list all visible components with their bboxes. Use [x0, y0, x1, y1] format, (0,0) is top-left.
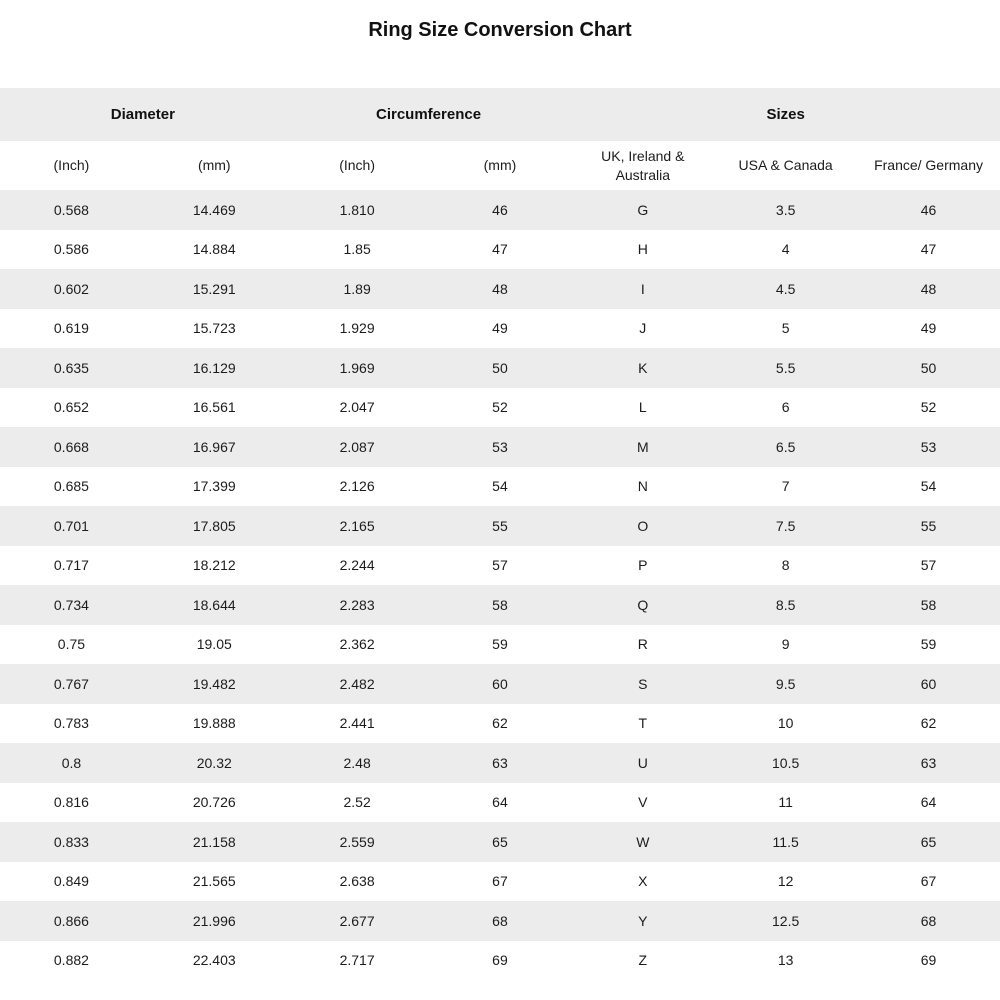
table-cell: 18.644 — [192, 596, 236, 613]
column-header-circumference-mm: (mm) — [483, 157, 517, 174]
table-cell: 15.291 — [192, 280, 236, 297]
table-cell: Z — [638, 952, 648, 969]
table-cell: 60 — [492, 675, 508, 692]
table-row — [0, 467, 1000, 507]
table-cell: H — [637, 241, 648, 258]
table-cell: 19.482 — [192, 675, 236, 692]
column-header-usa-canada: USA & Canada — [738, 157, 833, 174]
table-cell: 68 — [492, 912, 508, 929]
table-cell: 2.717 — [339, 952, 375, 969]
table-cell: 1.929 — [339, 320, 375, 337]
table-cell: 57 — [492, 557, 508, 574]
table-cell: 21.565 — [192, 873, 236, 890]
table-row — [0, 822, 1000, 862]
table-cell: 0.882 — [53, 952, 89, 969]
table-row — [0, 269, 1000, 309]
table-cell: 20.32 — [196, 754, 232, 771]
group-header-row — [0, 88, 1000, 141]
table-cell: W — [636, 833, 650, 850]
table-cell: G — [637, 201, 649, 218]
table-cell: 19.05 — [196, 636, 232, 653]
table-cell: 59 — [920, 636, 937, 653]
table-cell: 49 — [492, 320, 508, 337]
table-cell: L — [638, 399, 647, 416]
table-cell: 22.403 — [192, 952, 236, 969]
table-cell: 58 — [492, 596, 508, 613]
table-cell: 10 — [777, 715, 794, 732]
table-cell: 60 — [920, 675, 937, 692]
group-header-sizes: Sizes — [766, 106, 805, 123]
table-cell: 4 — [781, 241, 790, 258]
table-row — [0, 230, 1000, 270]
table-cell: O — [637, 517, 649, 534]
table-row — [0, 664, 1000, 704]
column-header-france-germany: France/ Germany — [874, 157, 983, 174]
table-row — [0, 309, 1000, 349]
ring-size-conversion-table — [0, 88, 1000, 980]
table-cell: T — [638, 715, 648, 732]
column-header-uk-ireland-australia: UK, Ireland & Australia — [601, 148, 685, 183]
table-cell: N — [637, 478, 648, 495]
table-cell: 13 — [777, 952, 794, 969]
table-cell: 67 — [492, 873, 508, 890]
table-cell: 52 — [920, 399, 937, 416]
table-cell: 64 — [492, 794, 508, 811]
table-cell: 12.5 — [772, 912, 800, 929]
table-cell: 65 — [492, 833, 508, 850]
table-cell: 62 — [920, 715, 937, 732]
table-cell: 6.5 — [775, 438, 796, 455]
table-cell: 8 — [781, 557, 790, 574]
table-cell: 8.5 — [775, 596, 796, 613]
table-cell: 69 — [492, 952, 508, 969]
table-cell: 69 — [920, 952, 937, 969]
table-cell: 0.783 — [53, 715, 89, 732]
table-row — [0, 743, 1000, 783]
table-cell: 65 — [920, 833, 937, 850]
table-row — [0, 427, 1000, 467]
table-row — [0, 783, 1000, 823]
table-cell: 11 — [778, 794, 793, 811]
table-cell: 7 — [781, 478, 790, 495]
table-cell: 0.701 — [53, 517, 89, 534]
table-cell: 17.805 — [192, 517, 236, 534]
table-cell: 19.888 — [192, 715, 236, 732]
table-body — [0, 190, 1000, 980]
table-cell: 0.619 — [53, 320, 89, 337]
table-cell: 62 — [492, 715, 508, 732]
table-cell: 52 — [492, 399, 508, 416]
table-cell: 0.75 — [57, 636, 86, 653]
table-cell: 15.723 — [192, 320, 236, 337]
table-cell: 12 — [777, 873, 794, 890]
table-cell: 2.482 — [339, 675, 375, 692]
table-cell: 57 — [920, 557, 937, 574]
table-cell: 0.685 — [53, 478, 89, 495]
table-cell: J — [639, 320, 647, 337]
table-cell: 21.996 — [192, 912, 236, 929]
table-cell: 2.047 — [339, 399, 375, 416]
table-cell: 2.677 — [339, 912, 375, 929]
table-cell: 67 — [920, 873, 937, 890]
group-header-diameter: Diameter — [110, 106, 175, 123]
table-cell: 10.5 — [772, 754, 800, 771]
table-cell: 18.212 — [192, 557, 236, 574]
table-cell: 53 — [920, 438, 937, 455]
table-cell: 46 — [492, 201, 508, 218]
table-row — [0, 901, 1000, 941]
table-row — [0, 546, 1000, 586]
table-cell: 2.087 — [339, 438, 375, 455]
table-cell: 47 — [492, 241, 508, 258]
table-cell: 46 — [920, 201, 937, 218]
table-cell: 0.602 — [53, 280, 89, 297]
table-cell: 11.5 — [772, 833, 799, 850]
page-title: Ring Size Conversion Chart — [368, 19, 632, 41]
table-cell: 7.5 — [775, 517, 796, 534]
table-cell: 4.5 — [775, 280, 796, 297]
table-cell: 2.165 — [339, 517, 375, 534]
table-cell: M — [636, 438, 649, 455]
table-row — [0, 941, 1000, 981]
table-cell: 14.884 — [192, 241, 236, 258]
table-cell: 2.638 — [339, 873, 375, 890]
table-row — [0, 625, 1000, 665]
table-head — [0, 88, 1000, 190]
table-cell: 17.399 — [192, 478, 236, 495]
table-cell: 0.635 — [53, 359, 89, 376]
table-row — [0, 585, 1000, 625]
column-header-diameter-inch: (Inch) — [53, 157, 90, 174]
table-cell: 0.767 — [53, 675, 89, 692]
table-cell: 20.726 — [192, 794, 236, 811]
table-cell: P — [638, 557, 648, 574]
table-cell: 3.5 — [775, 201, 796, 218]
table-cell: 2.283 — [339, 596, 375, 613]
table-cell: 47 — [920, 241, 937, 258]
table-cell: 2.48 — [343, 754, 371, 771]
table-cell: R — [637, 636, 648, 653]
table-cell: 48 — [920, 280, 937, 297]
table-cell: 16.967 — [192, 438, 236, 455]
table-cell: 53 — [492, 438, 508, 455]
table-cell: 0.833 — [53, 833, 89, 850]
table-cell: 59 — [492, 636, 508, 653]
table-cell: 0.8 — [61, 754, 82, 771]
table-cell: 2.244 — [339, 557, 375, 574]
table-cell: S — [638, 675, 648, 692]
table-cell: 63 — [492, 754, 508, 771]
table-cell: 5 — [781, 320, 790, 337]
table-cell: 5.5 — [775, 359, 796, 376]
table-cell: Y — [638, 912, 648, 929]
table-cell: V — [638, 794, 648, 811]
table-cell: 1.85 — [343, 241, 371, 258]
table-cell: 0.668 — [53, 438, 89, 455]
table-cell: 0.866 — [53, 912, 89, 929]
column-header-circumference-inch: (Inch) — [339, 157, 375, 174]
table-row — [0, 862, 1000, 902]
table-cell: 49 — [920, 320, 937, 337]
table-cell: 0.734 — [53, 596, 89, 613]
table-cell: 58 — [920, 596, 937, 613]
table-cell: 14.469 — [192, 201, 236, 218]
column-header-row — [0, 141, 1000, 190]
table-cell: U — [637, 754, 648, 771]
table-cell: 21.158 — [192, 833, 236, 850]
table-cell: 48 — [492, 280, 508, 297]
table-cell: 2.126 — [339, 478, 375, 495]
table-cell: 1.969 — [339, 359, 375, 376]
table-row — [0, 506, 1000, 546]
table-cell: 0.717 — [53, 557, 89, 574]
table-cell: 16.561 — [192, 399, 236, 416]
table-cell: 6 — [781, 399, 790, 416]
table-cell: 64 — [920, 794, 937, 811]
table-cell: I — [640, 280, 645, 297]
table-cell: 50 — [920, 359, 937, 376]
group-header-circumference: Circumference — [376, 106, 482, 123]
table-cell: 55 — [920, 517, 937, 534]
table-cell: 54 — [920, 478, 937, 495]
table-cell: K — [638, 359, 648, 376]
column-header-diameter-mm: (mm) — [197, 157, 231, 174]
table-cell: 2.52 — [343, 794, 371, 811]
table-cell: 54 — [492, 478, 508, 495]
table-cell: 63 — [920, 754, 937, 771]
table-cell: 0.586 — [53, 241, 89, 258]
table-row — [0, 348, 1000, 388]
table-cell: 16.129 — [192, 359, 236, 376]
table-cell: 2.362 — [339, 636, 375, 653]
table-row — [0, 388, 1000, 428]
table-cell: X — [638, 873, 648, 890]
table-cell: 0.849 — [53, 873, 89, 890]
table-cell: 68 — [920, 912, 937, 929]
table-cell: 0.652 — [53, 399, 89, 416]
table-row — [0, 704, 1000, 744]
table-cell: 1.89 — [343, 280, 371, 297]
table-cell: 2.559 — [339, 833, 375, 850]
table-cell: Q — [637, 596, 649, 613]
table-cell: 50 — [492, 359, 508, 376]
table-cell: 2.441 — [339, 715, 375, 732]
table-row — [0, 190, 1000, 230]
table-cell: 9 — [781, 636, 790, 653]
table-cell: 0.816 — [53, 794, 89, 811]
table-cell: 1.810 — [339, 201, 375, 218]
table-cell: 55 — [492, 517, 508, 534]
table-cell: 0.568 — [53, 201, 89, 218]
table-cell: 9.5 — [775, 675, 796, 692]
